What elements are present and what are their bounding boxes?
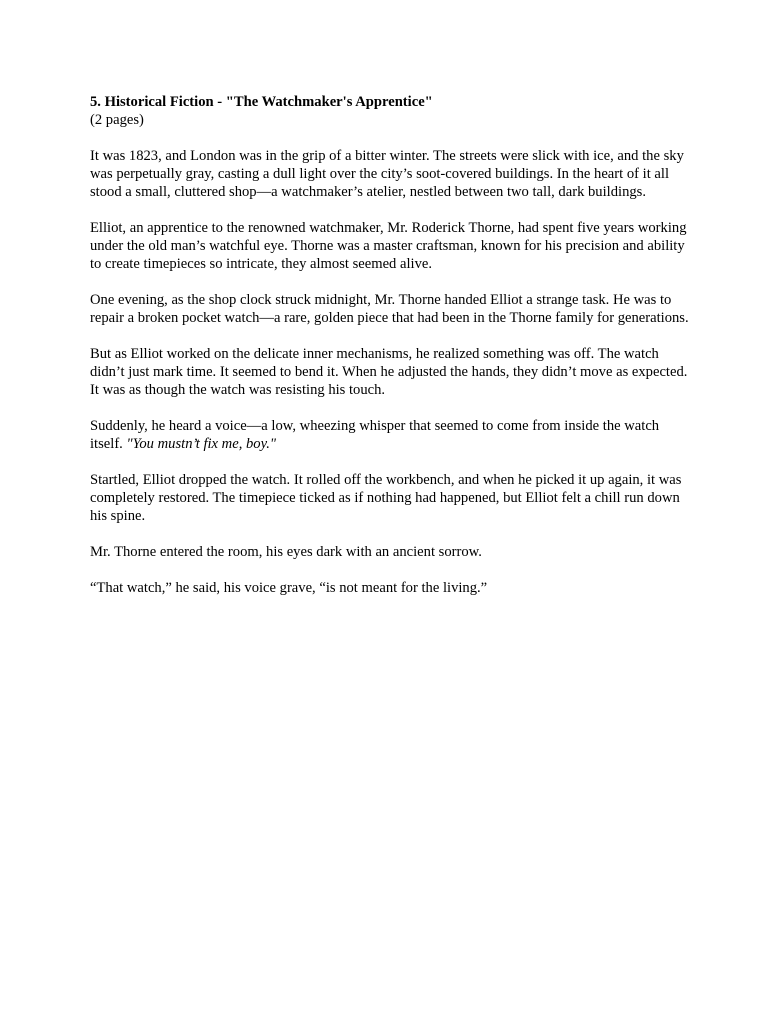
paragraph-3: One evening, as the shop clock struck midnight, Mr. Thorne handed Elliot a strange task. He was to repair a broken pocket watch—a rare, golden piece that had been in the Thorne family for generations. xyxy=(90,292,689,326)
watch-voice-quote: "You mustn’t fix me, boy." xyxy=(126,436,277,452)
paragraph-6: Startled, Elliot dropped the watch. It rolled off the workbench, and when he picked it up again, it was completely restored. The timepiece ticked as if nothing had happened, but Elliot felt a chill run down his spine. xyxy=(90,472,682,524)
paragraph-2: Elliot, an apprentice to the renowned watchmaker, Mr. Roderick Thorne, had spent five years working under the old man’s watchful eye. Thorne was a master craftsman, known for his precision and ability to create timepieces so intricate, they almost seemed alive. xyxy=(90,220,687,272)
paragraph-7: Mr. Thorne entered the room, his eyes dark with an ancient sorrow. xyxy=(90,544,482,560)
document-page xyxy=(90,93,690,615)
paragraph-1: It was 1823, and London was in the grip of a bitter winter. The streets were slick with ice, and the sky was perpetually gray, casting a dull light over the city’s soot-covered buildings. In the heart of it all stood a small, cluttered shop—a watchmaker’s atelier, nestled between two tall, dark buildings. xyxy=(90,148,684,200)
document-heading: 5. Historical Fiction - "The Watchmaker's Apprentice" xyxy=(90,94,433,110)
paragraph-4: But as Elliot worked on the delicate inner mechanisms, he realized something was off. The watch didn’t just mark time. It seemed to bend it. When he adjusted the hands, they didn’t move as expected. It was as though the watch was resisting his touch. xyxy=(90,346,688,398)
paragraph-8: “That watch,” he said, his voice grave, “is not meant for the living.” xyxy=(90,580,488,596)
paragraph-5-text: Suddenly, he heard a voice—a low, wheezing whisper that seemed to come from inside the watch itself. xyxy=(90,418,660,452)
document-subheading: (2 pages) xyxy=(90,112,144,128)
paragraph-5 xyxy=(90,417,690,453)
